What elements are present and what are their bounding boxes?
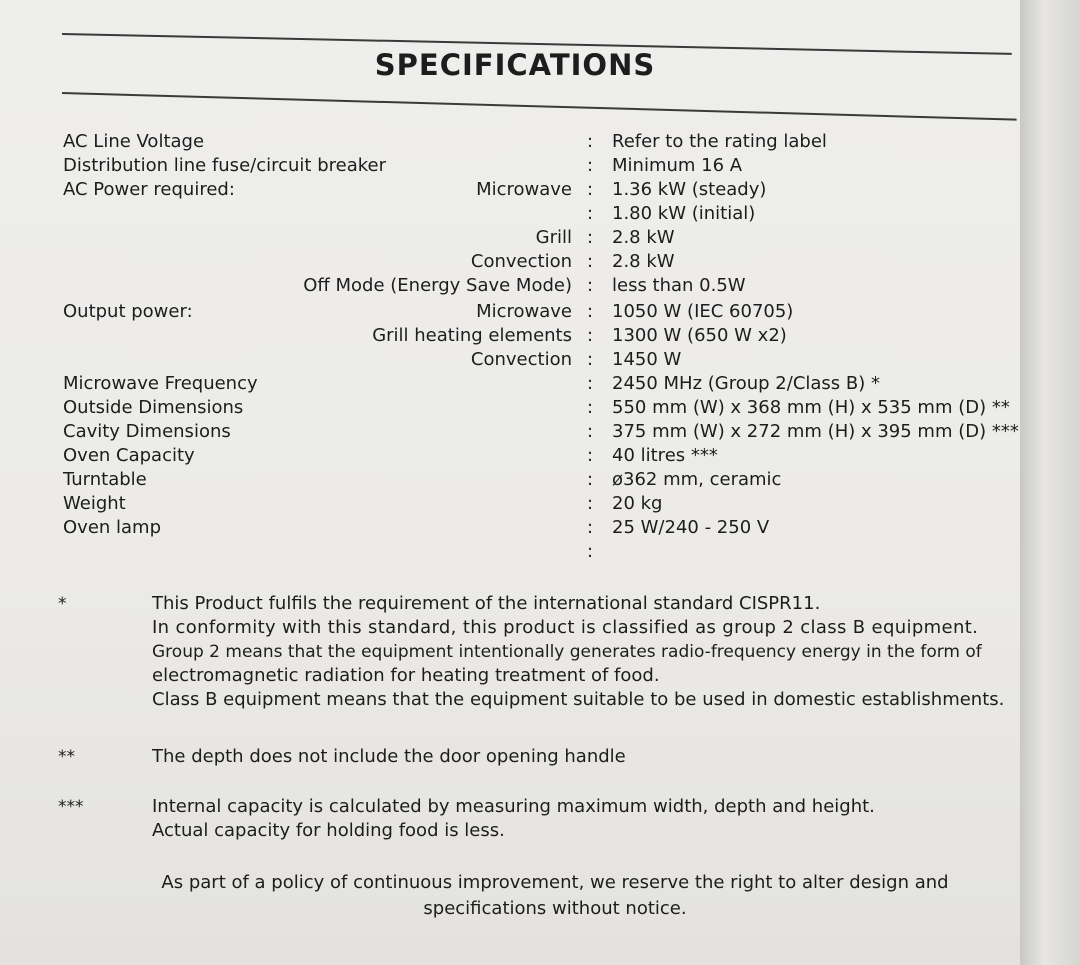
spec-value: Minimum 16 A <box>612 155 743 176</box>
title-underline <box>62 92 1017 121</box>
footnote-text <box>152 592 1004 712</box>
spec-row <box>0 444 1030 468</box>
spec-value: 1300 W (650 W x2) <box>612 325 787 346</box>
spec-value: 1.36 kW (steady) <box>612 179 767 200</box>
footnote-line: Class B equipment means that the equipment suitable to be used in domestic establishments. <box>152 689 1005 710</box>
footer-notice <box>40 870 1070 922</box>
spec-colon: : <box>587 155 594 176</box>
spec-value: less than 0.5W <box>612 275 746 296</box>
spec-value: 1.80 kW (initial) <box>612 203 756 224</box>
spec-label: Cavity Dimensions <box>63 421 231 442</box>
spec-sublabel: Convection <box>470 349 572 370</box>
spec-value: 1450 W <box>612 349 682 370</box>
footnote-line: The depth does not include the door opening handle <box>152 746 626 767</box>
spec-value: 375 mm (W) x 272 mm (H) x 395 mm (D) *** <box>612 421 1019 442</box>
spec-row <box>0 396 1030 420</box>
spec-label: AC Line Voltage <box>63 131 205 152</box>
spec-row <box>0 372 1030 396</box>
spec-label: AC Power required: <box>63 179 235 200</box>
spec-colon: : <box>587 301 594 322</box>
spec-colon: : <box>587 493 594 514</box>
footnote-text <box>152 795 875 843</box>
spec-row <box>0 154 1030 178</box>
spec-label: Turntable <box>63 469 147 490</box>
footnote-mark: ** <box>58 747 75 767</box>
footnote-mark: * <box>58 594 67 614</box>
spec-value: 550 mm (W) x 368 mm (H) x 535 mm (D) ** <box>612 397 1010 418</box>
spec-sublabel: Off Mode (Energy Save Mode) <box>303 275 572 296</box>
spec-colon: : <box>587 445 594 466</box>
spec-value: Refer to the rating label <box>612 131 827 152</box>
spec-value: 20 kg <box>612 493 663 514</box>
next-page-edge <box>1020 0 1080 965</box>
spec-colon: : <box>587 349 594 370</box>
spec-value: 2450 MHz (Group 2/Class B) * <box>612 373 880 394</box>
spec-colon: : <box>587 517 594 538</box>
spec-label: Weight <box>63 493 126 514</box>
spec-row <box>0 130 1030 154</box>
footnote-line: Internal capacity is calculated by measuring maximum width, depth and height. <box>152 796 875 817</box>
spec-row <box>0 348 1030 372</box>
spec-row <box>0 420 1030 444</box>
spec-row <box>0 324 1030 348</box>
footnote-line: electromagnetic radiation for heating treatment of food. <box>152 665 660 686</box>
spec-sublabel: Convection <box>470 251 572 272</box>
spec-row <box>0 250 1030 274</box>
footnote-mark: *** <box>58 797 84 817</box>
spec-colon: : <box>587 251 594 272</box>
spec-label: Oven lamp <box>63 517 162 538</box>
spec-value: ø362 mm, ceramic <box>612 469 782 490</box>
spec-label: Distribution line fuse/circuit breaker <box>63 155 386 176</box>
spec-value: 2.8 kW <box>612 227 675 248</box>
footer-line: As part of a policy of continuous improvement, we reserve the right to alter design and <box>161 872 949 893</box>
spec-label: Output power: <box>63 301 193 322</box>
spec-sublabel: Grill heating elements <box>372 325 572 346</box>
spec-row <box>0 300 1030 324</box>
footnote-line: Actual capacity for holding food is less. <box>152 820 505 841</box>
spec-label: Oven Capacity <box>63 445 195 466</box>
footnote-line: Group 2 means that the equipment intentionally generates radio-frequency energy in the form of <box>152 642 982 662</box>
spec-colon: : <box>587 397 594 418</box>
spec-sublabel: Microwave <box>476 301 572 322</box>
footnote-line: In conformity with this standard, this product is classified as group 2 class B equipment. <box>152 617 979 638</box>
footnote-line: This Product fulfils the requirement of the international standard CISPR11. <box>152 593 821 614</box>
spec-value: 25 W/240 - 250 V <box>612 517 770 538</box>
spec-value: 40 litres *** <box>612 445 718 466</box>
spec-sublabel: Grill <box>535 227 572 248</box>
spec-colon: : <box>587 275 594 296</box>
spec-row <box>0 492 1030 516</box>
spec-colon: : <box>587 227 594 248</box>
spec-label: Microwave Frequency <box>63 373 258 394</box>
spec-colon: : <box>587 203 594 224</box>
footnote-text <box>152 745 626 769</box>
spec-colon: : <box>587 179 594 200</box>
spec-row <box>0 516 1030 540</box>
page-title: SPECIFICATIONS <box>374 48 656 82</box>
spec-row <box>0 178 1030 202</box>
spec-colon: : <box>587 469 594 490</box>
spec-colon: : <box>587 373 594 394</box>
spec-label: Outside Dimensions <box>63 397 244 418</box>
spec-colon: : <box>587 131 594 152</box>
footer-line: specifications without notice. <box>423 898 687 919</box>
spec-colon: : <box>587 325 594 346</box>
spec-colon: : <box>587 421 594 442</box>
spec-row <box>0 226 1030 250</box>
spec-value: 1050 W (IEC 60705) <box>612 301 794 322</box>
spec-sublabel: Microwave <box>476 179 572 200</box>
spec-colon: : <box>587 541 594 562</box>
spec-row <box>0 274 1030 298</box>
spec-row <box>0 202 1030 226</box>
spec-value: 2.8 kW <box>612 251 675 272</box>
spec-row <box>0 540 1030 564</box>
spec-row <box>0 468 1030 492</box>
